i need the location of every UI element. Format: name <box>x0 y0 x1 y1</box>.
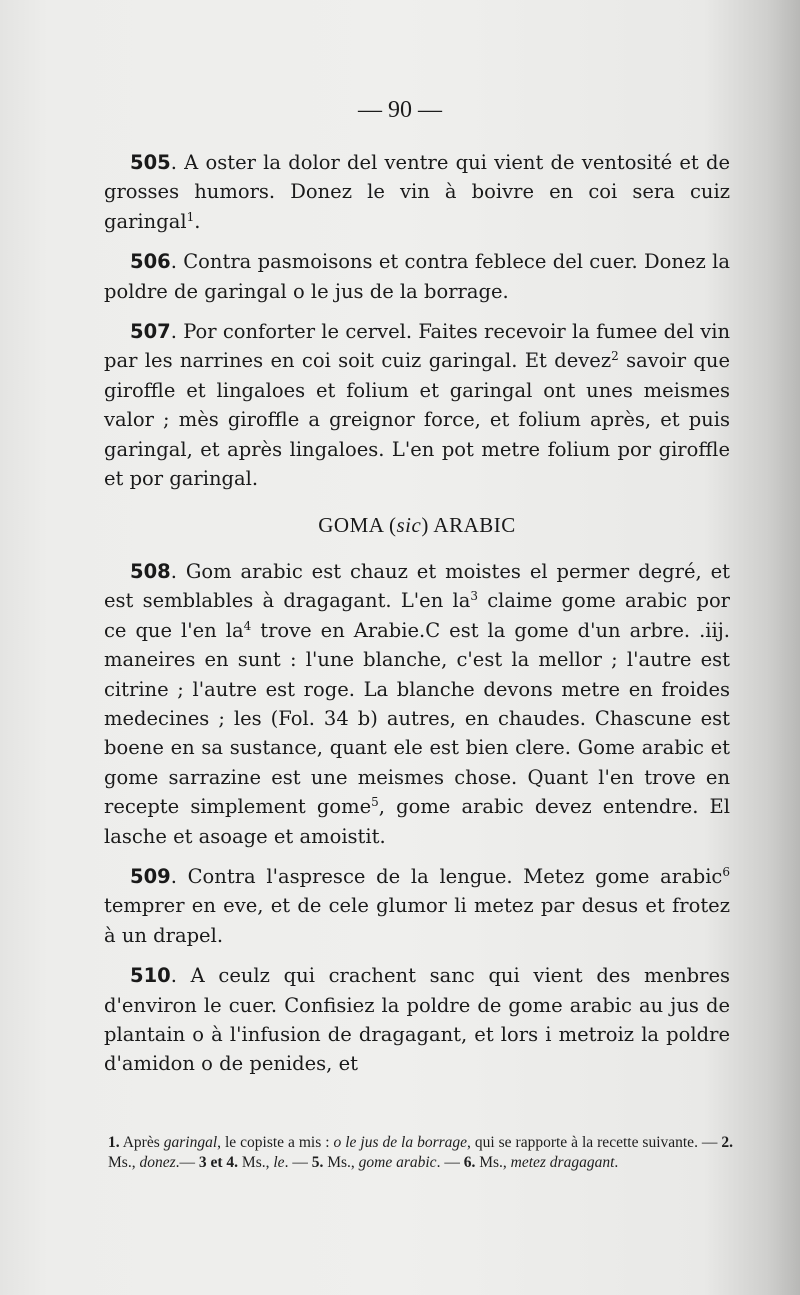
heading-italic: sic <box>396 513 422 538</box>
footnote-text: Ms., <box>238 1154 274 1171</box>
footnote-ref: 2 <box>611 349 619 364</box>
recipe-text: A ceulz qui crachent sanc qui vient des menbres d'environ le cuer. Confisiez la poldre de gome arabic au jus de plantain o à l'infusion de dragagant, et lors i metroiz la poldre d'amidon o de penides, et <box>104 964 730 1076</box>
recipe-number: 507 <box>130 320 171 344</box>
recipe-text: Contra pasmoisons et contra feblece del cuer. Donez la poldre de garingal o le jus de la borrage. <box>104 250 730 303</box>
recipe-number: 506 <box>130 250 171 274</box>
recipe-number: 505 <box>130 151 171 174</box>
separator: . <box>170 864 188 888</box>
heading-text: ) ARABIC <box>421 513 516 538</box>
footnote-text: .— <box>175 1154 199 1171</box>
footnote-number: 2. <box>721 1134 734 1151</box>
footnote-text: . — <box>436 1154 464 1171</box>
footnote-text: , le copiste a mis : <box>217 1134 334 1151</box>
separator: . <box>170 320 184 344</box>
footnote-text: , qui se rapporte à la recette suivante. — <box>467 1134 722 1151</box>
footnote-italic: o le jus de la borrage <box>333 1134 468 1151</box>
recipe-text: trove en Arabie.C est la gome d'un arbre. .iij. maneires en sunt : l'une blanche, c'est la mellor ; l'autre est citrine ; l'autre est roge. La blanche devons metre en froides medecines ; les (Fol. 34 b) autres, en chaudes. Chascune est boene en sa sustance, quant ele est bien clere. Gome arabic et gome sarrazine est une meismes chose. Quant l'en trove en recepte simplement gome <box>104 618 730 819</box>
recipe-text: Contra l'aspresce de la lengue. Metez gome arabic <box>187 864 723 888</box>
footnote-ref: 5 <box>371 795 379 810</box>
footnote-number: 3 et 4. <box>198 1154 239 1171</box>
recipe-507 <box>104 317 730 493</box>
recipe-506 <box>104 247 730 306</box>
separator: . <box>170 151 185 174</box>
footnote-number: 5. <box>311 1154 324 1171</box>
recipe-text: temprer en eve, et de cele glumor li metez par desus et frotez à un drapel. <box>104 894 730 947</box>
recipe-text: A oster la dolor del ventre qui vient de ventosité et de grosses humors. Donez le vin à boivre en coi sera cuiz garingal <box>104 151 730 233</box>
main-text <box>104 148 730 1090</box>
footnote-italic: donez <box>139 1154 176 1171</box>
footnote-ref: 6 <box>722 864 730 879</box>
recipe-text: claime gome arabic por ce que l'en la <box>104 589 731 642</box>
footnote-number: 1. <box>108 1134 120 1151</box>
recipe-508 <box>104 557 730 851</box>
recipe-505 <box>104 148 730 236</box>
recipe-number: 509 <box>130 864 171 888</box>
recipe-509 <box>104 862 730 950</box>
footnote-italic: garingal <box>163 1134 218 1151</box>
footnote-text: . — <box>284 1154 312 1171</box>
section-heading <box>104 511 730 540</box>
footnote-text: . <box>614 1154 619 1171</box>
recipe-number: 508 <box>130 559 171 583</box>
recipe-text: savoir que giroffle et lingaloes et folium et garingal ont unes meismes valor ; mès giroffle a greignor force, et folium après, et puis garingal, et après lingaloes. L'en pot metre folium por giroffle et por garingal. <box>104 349 730 491</box>
recipe-number: 510 <box>130 964 171 988</box>
footnote-text: Après <box>119 1134 164 1151</box>
heading-text: GOMA ( <box>318 513 397 538</box>
footnote-text: Ms., <box>475 1154 511 1171</box>
footnote-ref: 4 <box>243 618 252 633</box>
recipe-text: Por conforter le cervel. Faites recevoir la fumee del vin par les narrines en coi soit cuiz garingal. Et devez <box>104 320 731 373</box>
footnote-ref: 1 <box>186 209 195 224</box>
recipe-text: Gom arabic est chauz et moistes el permer degré, et est semblables à dragagant. L'en la <box>104 559 730 613</box>
recipe-510 <box>104 961 730 1079</box>
footnote-italic: metez dragagant <box>510 1154 615 1171</box>
recipe-text: , gome arabic devez entendre. El lasche et asoage et amoistit. <box>104 795 730 848</box>
footnote-text: Ms., <box>108 1154 140 1171</box>
footnote-ref: 3 <box>470 589 478 604</box>
page-number: — 90 — <box>358 97 442 123</box>
footnote-number: 6. <box>463 1154 476 1171</box>
footnote-text: Ms., <box>323 1154 359 1171</box>
footnotes <box>108 1133 733 1173</box>
separator: . <box>170 559 186 583</box>
footnote-italic: le <box>273 1154 285 1171</box>
separator: . <box>170 964 191 988</box>
footnote-italic: gome arabic <box>358 1154 437 1171</box>
separator: . <box>170 250 184 274</box>
recipe-text: . <box>194 209 201 233</box>
